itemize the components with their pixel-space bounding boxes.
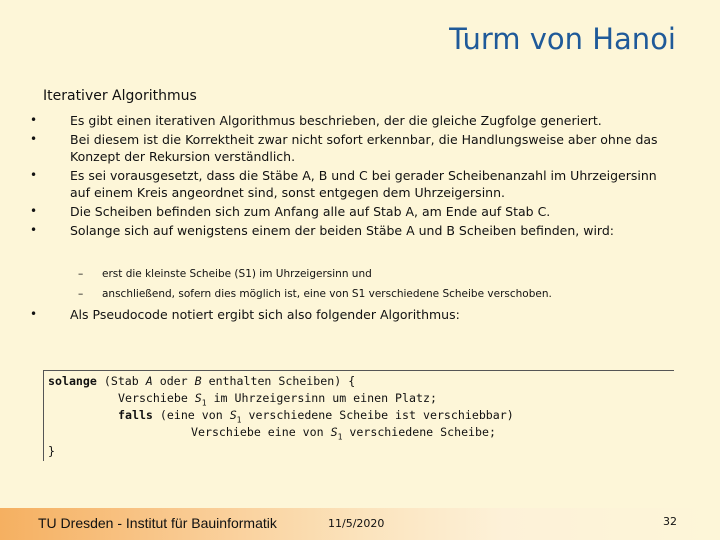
code-var: A xyxy=(145,374,153,388)
code-text: Verschiebe eine von xyxy=(191,425,331,439)
code-text: Verschiebe xyxy=(118,391,195,405)
code-line-5: } xyxy=(48,444,55,458)
bullet-item: • Es gibt einen iterativen Algorithmus beschrieben, der die gleiche Zugfolge generiert. xyxy=(30,112,670,129)
code-line-1 xyxy=(48,373,355,390)
code-keyword: solange xyxy=(48,374,97,388)
code-text: (eine von xyxy=(152,408,230,422)
code-var: S xyxy=(330,425,338,439)
bullet-item: • Solange sich auf wenigstens einem der beiden Stäbe A und B Scheiben befinden, wird: xyxy=(30,222,670,239)
code-subscript: 1 xyxy=(337,432,343,442)
sub-bullet-list xyxy=(78,264,638,304)
footer-page-number: 32 xyxy=(663,515,677,528)
code-line-4 xyxy=(191,424,496,445)
code-subscript: 1 xyxy=(236,415,242,425)
slide-title: Turm von Hanoi xyxy=(449,22,676,56)
bullet-item: • Bei diesem ist die Korrektheit zwar nicht sofort erkennbar, die Handlungsweise aber ohne das Konzept der Rekursion verständlich. xyxy=(30,131,670,165)
code-text: verschiedene Scheibe ist verschiebbar) xyxy=(241,408,514,422)
code-keyword: falls xyxy=(118,408,153,422)
bullet-item: • Die Scheiben befinden sich zum Anfang alle auf Stab A, am Ende auf Stab C. xyxy=(30,203,670,220)
code-text: enthalten Scheiben) { xyxy=(201,374,356,388)
code-text: im Uhrzeigersinn um einen Platz; xyxy=(206,391,437,405)
bullet-list-final xyxy=(30,306,670,323)
footer-institution: TU Dresden - Institut für Bauinformatik xyxy=(38,515,277,531)
code-var: B xyxy=(194,374,202,388)
code-subscript: 1 xyxy=(201,398,207,408)
slide-subtitle: Iterativer Algorithmus xyxy=(43,88,197,104)
footer-date: 11/5/2020 xyxy=(328,517,385,530)
code-var: S xyxy=(194,391,202,405)
code-text: oder xyxy=(152,374,195,388)
bullet-item: • Es sei vorausgesetzt, dass die Stäbe A, B und C bei gerader Scheibenanzahl im Uhrzeigersinn auf einem Kreis angeordnet sind, sonst entgegen dem Uhrzeigersinn. xyxy=(30,167,670,201)
code-var: S xyxy=(229,408,237,422)
pseudocode-block xyxy=(43,370,674,461)
code-text: verschiedene Scheibe; xyxy=(342,425,496,439)
sub-bullet-item: – erst die kleinste Scheibe (S1) im Uhrzeigersinn und xyxy=(78,264,638,284)
sub-bullet-item: – anschließend, sofern dies möglich ist, eine von S1 verschiedene Scheibe verschoben. xyxy=(78,284,638,304)
bullet-list xyxy=(30,112,670,241)
code-text: (Stab xyxy=(96,374,146,388)
bullet-item: • Als Pseudocode notiert ergibt sich also folgender Algorithmus: xyxy=(30,306,670,323)
